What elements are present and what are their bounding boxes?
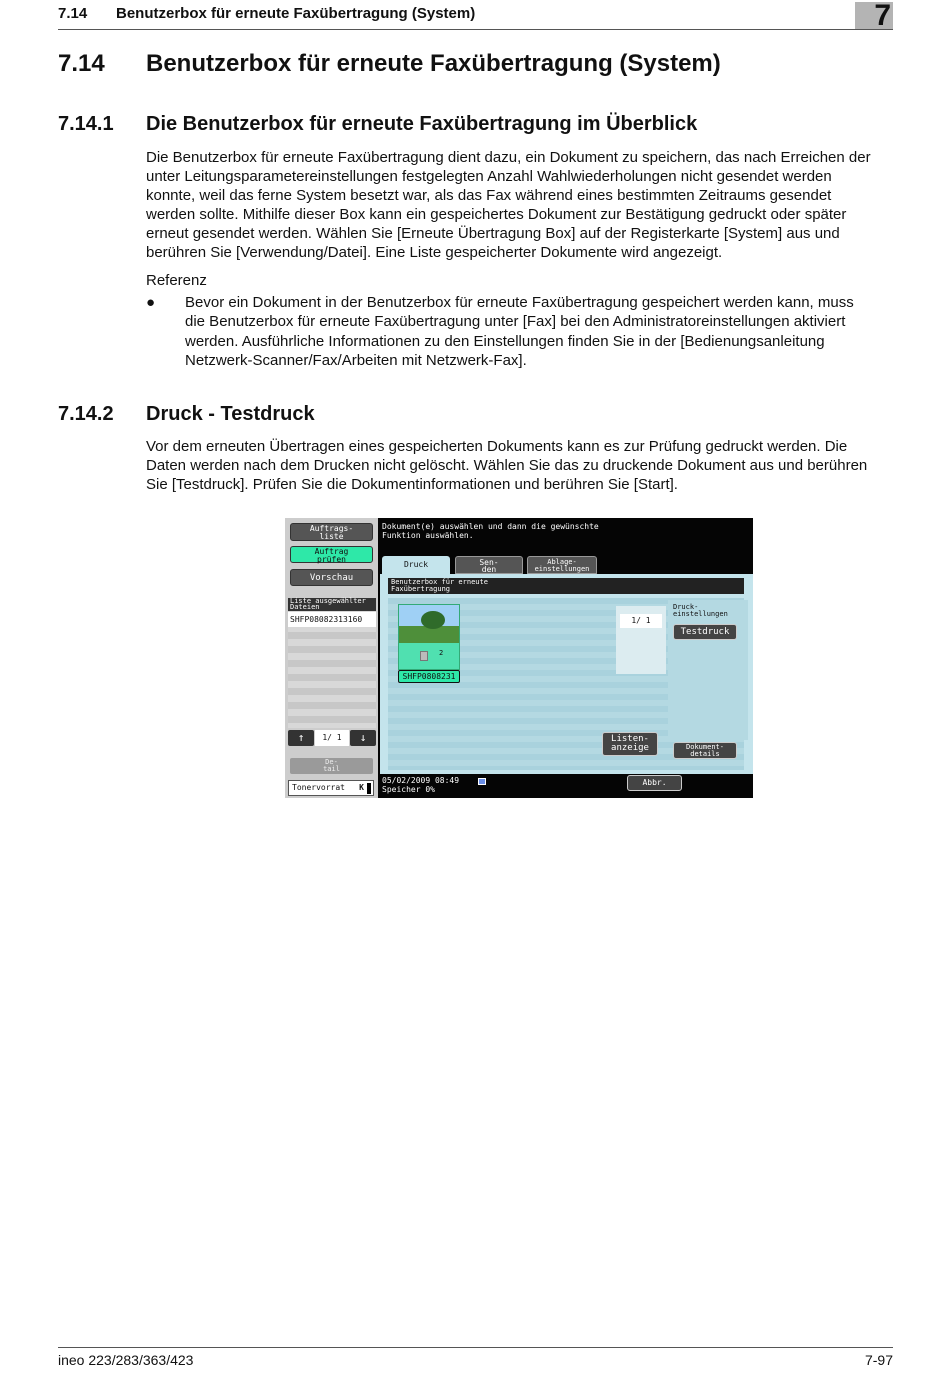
tab-label: Sen- [479,558,499,567]
left-panel [285,518,378,798]
toner-level-bar [367,783,371,794]
text-line: konnte, weil das ferne System besetzt war, als das Fax während eines bestimmten Zeitraums gesendet [146,187,832,204]
device-screenshot [285,518,753,798]
text-line: Vor dem erneuten Übertragen eines gespeicherten Dokuments kann es zur Prüfung gedruckt werden. Die [146,438,848,455]
tab-label: den [481,565,497,574]
vorschau-button[interactable]: Vorschau [290,569,373,586]
tab-ablage-einstellungen[interactable] [527,556,597,574]
title-line: Druck- [673,603,699,611]
button-label: Listen- [611,734,649,744]
print-settings-title [673,604,728,618]
text-line: die Benutzerbox für erneute Faxübertragung unter [Fax] bei den Administratoreinstellungen aktiviert [185,313,846,331]
document-icon [420,651,428,661]
status-line: Speicher 0% [382,785,435,794]
tab-label: Ablage- [547,558,577,566]
button-label: tail [323,765,340,773]
footer-page-number: 7-97 [864,1352,893,1368]
instruction-message [382,522,742,540]
button-label: Auftrags- [309,524,354,533]
box-title [388,578,744,594]
text-line: Die Benutzerbox für erneute Faxübertragung dient dazu, ein Dokument zu speichern, das nach Erreichen der [146,149,871,166]
auftragsliste-button[interactable] [290,523,373,541]
button-label: prüfen [317,555,346,564]
page-counter: 1/ 1 [620,614,662,628]
print-settings-column [668,600,748,758]
section-heading-2 [58,403,315,426]
heading-number: 7.14 [58,50,105,77]
document-thumbnail[interactable] [398,604,460,670]
testdruck-button[interactable]: Testdruck [673,624,737,640]
button-label: De- [325,758,338,766]
text-line: Daten werden nach dem Drucken nicht gelöscht. Wählen Sie das zu druckende Dokument aus und berühren [146,457,868,474]
title-line: einstellungen [673,610,728,618]
box-title-line: Faxübertragung [391,585,451,593]
text-line: werden sollte. Mithilfe dieser Box kann ein gespeichertes Dokument zur Bestätigung gedruckt oder später [146,206,847,223]
heading-number: 7.14.2 [58,403,114,425]
page-indicator: 1/ 1 [315,730,349,746]
tab-senden[interactable] [455,556,523,574]
message-line: Dokument(e) auswählen und dann die gewünschte [382,522,599,531]
listenanzeige-button[interactable] [602,732,658,756]
running-header [58,0,893,30]
list-header-label: Dateien [290,603,320,611]
detail-button[interactable] [290,758,373,774]
status-bar [382,776,742,794]
tree-graphic [421,611,445,629]
tab-label: einstellungen [534,565,590,573]
list-header-label: Liste ausgewählter [290,597,366,605]
auftrag-pruefen-button[interactable] [290,546,373,563]
button-label: Auftrag [314,547,349,556]
heading-text: Benutzerbox für erneute Faxübertragung (System) [146,50,721,77]
dokumentdetails-button[interactable] [673,742,737,759]
list-header [288,598,376,611]
reference-bullet [146,293,896,373]
pagination [288,730,376,746]
heading-text: Die Benutzerbox für erneute Faxübertragung im Überblick [146,113,698,135]
chapter-tab [855,0,893,32]
page-count: 2 [439,649,444,657]
text-line: berühren Sie [Verwendung/Datei]. Eine Liste gespeicherter Dokumente wird angezeigt. [146,244,723,261]
page-counter-panel [616,606,666,674]
chapter-number: 7 [874,0,891,32]
document-name[interactable]: SHFP0808231 [398,670,460,683]
button-label: Dokument- [686,743,724,751]
arrow-up-icon[interactable]: ↑ [288,730,314,746]
header-section-number: 7.14 [58,5,88,22]
status-line: 05/02/2009 08:49 [382,776,460,785]
toner-color-label: K [359,783,364,792]
toner-label: Tonervorrat [292,783,345,792]
section-2-paragraph [146,437,896,494]
list-item[interactable]: SHFP08082313160 [288,612,376,627]
section-heading-1 [58,113,697,136]
text-line: unter Leitungsparametereinstellungen festgelegten Anzahl Wahlwiederholungen nicht gesendet werden [146,168,832,185]
message-line: Funktion auswählen. [382,531,474,540]
text-line: erneut gesendet werden. Wählen Sie [Erneute Übertragung Box] auf der Registerkarte [System] aus und [146,225,840,242]
text-line: werden. Ausführliche Informationen zu den Einstellungen finden Sie in der [Bedienungsanleitung [185,332,825,350]
button-label: details [690,750,720,758]
thumbnail-image [399,605,459,643]
text-line: Sie [Testdruck]. Prüfen Sie die Dokumentinformationen und berühren Sie [Start]. [146,476,678,493]
box-title-line: Benutzerbox für erneute [391,578,488,586]
section-1-paragraph [146,148,896,262]
mail-icon [478,778,486,785]
button-label: liste [319,532,344,541]
page-footer [58,1347,893,1367]
text-line: Netzwerk-Scanner/Fax/Arbeiten mit Netzwerk-Fax]. [185,351,527,369]
file-list[interactable] [288,611,376,728]
footer-product: ineo 223/283/363/423 [58,1352,194,1368]
abbr-button[interactable]: Abbr. [627,775,682,791]
text-line: Bevor ein Dokument in der Benutzerbox für erneute Faxübertragung gespeichert werden kann, muss [185,294,854,311]
arrow-down-icon[interactable]: ↓ [350,730,376,746]
page-title [58,50,721,78]
bullet-dot: ● [146,294,156,311]
reference-label: Referenz [146,272,207,289]
button-label: anzeige [611,743,649,753]
header-section-title: Benutzerbox für erneute Faxübertragung (System) [116,5,476,22]
toner-status [288,780,374,796]
heading-text: Druck - Testdruck [146,403,315,425]
tab-druck[interactable]: Druck [382,556,450,576]
heading-number: 7.14.1 [58,113,114,135]
